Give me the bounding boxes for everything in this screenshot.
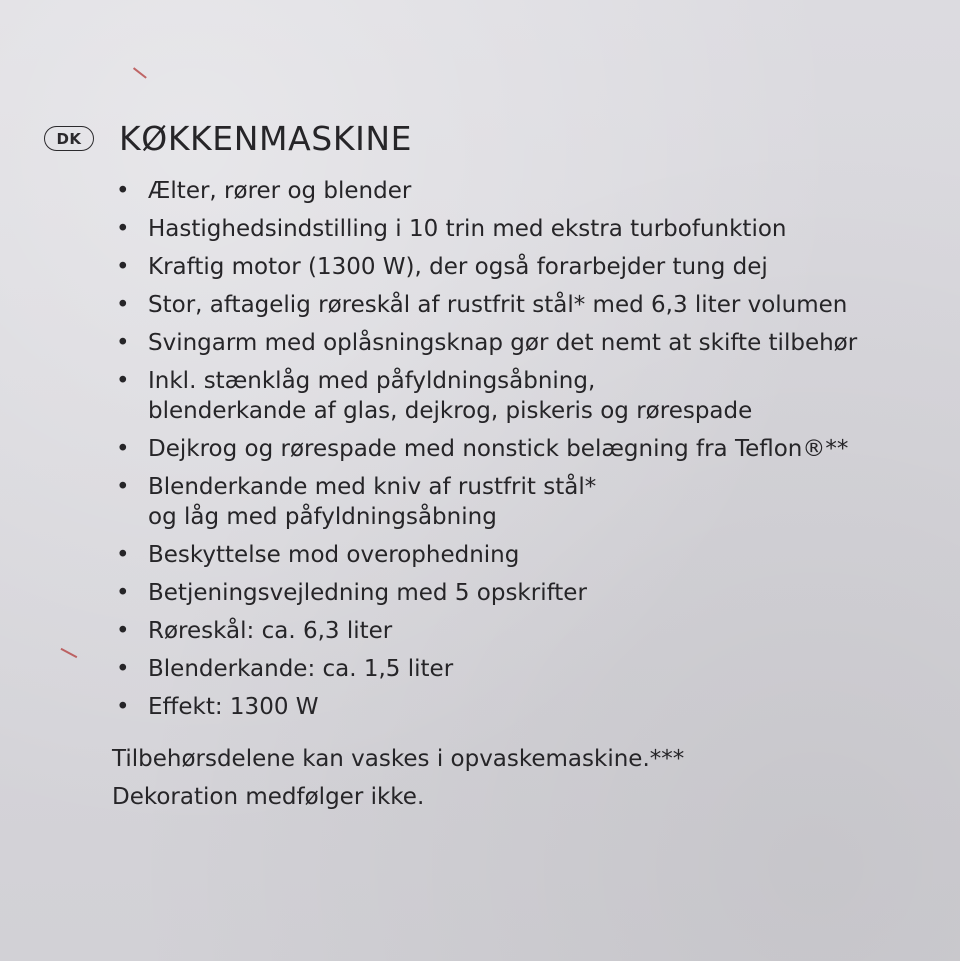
footnotes (112, 744, 684, 820)
feature-text: Kraftig motor (1300 W), der også forarbejder tung dej (148, 254, 768, 280)
product-title: KØKKENMASKINE (119, 119, 413, 158)
bullet-icon: • (116, 656, 130, 682)
feature-item (112, 434, 942, 464)
feature-text: Ælter, rører og blender (148, 178, 412, 204)
bullet-icon: • (116, 254, 130, 280)
feature-text: blenderkande af glas, dejkrog, piskeris og rørespade (148, 398, 753, 424)
feature-item (112, 616, 942, 646)
feature-text: Blenderkande med kniv af rustfrit stål* (148, 474, 597, 500)
feature-item (112, 290, 942, 320)
feature-text: Stor, aftagelig røreskål af rustfrit stål* med 6,3 liter volumen (148, 292, 848, 318)
note-text: Tilbehørsdelene kan vaskes i opvaskemaskine.*** (112, 746, 685, 772)
feature-item (112, 176, 942, 206)
red-speck-mark (133, 67, 147, 78)
red-speck-mark (61, 648, 78, 658)
bullet-icon: • (116, 292, 130, 318)
bullet-icon: • (116, 618, 130, 644)
bullet-icon: • (116, 436, 130, 462)
feature-text: Hastighedsindstilling i 10 trin med ekstra turbofunktion (148, 216, 787, 242)
feature-text: og låg med påfyldningsåbning (148, 504, 497, 530)
bullet-icon: • (116, 694, 130, 720)
feature-item (112, 252, 942, 282)
feature-item (112, 654, 942, 684)
feature-text: Svingarm med oplåsningsknap gør det nemt at skifte tilbehør (148, 330, 858, 356)
feature-item (112, 578, 942, 608)
bullet-icon: • (116, 474, 130, 500)
feature-item (112, 328, 942, 358)
feature-text: Inkl. stænklåg med påfyldningsåbning, (148, 368, 596, 394)
feature-text: Blenderkande: ca. 1,5 liter (148, 656, 454, 682)
feature-item (112, 472, 942, 532)
feature-text: Effekt: 1300 W (148, 694, 319, 720)
bullet-icon: • (116, 542, 130, 568)
note-text: Dekoration medfølger ikke. (112, 784, 425, 810)
bullet-icon: • (116, 368, 130, 394)
bullet-icon: • (116, 330, 130, 356)
feature-text: Dejkrog og rørespade med nonstick belægning fra Teflon®** (148, 436, 849, 462)
feature-item (112, 214, 942, 244)
feature-list (112, 176, 942, 730)
feature-text: Betjeningsvejledning med 5 opskrifter (148, 580, 587, 606)
bullet-icon: • (116, 178, 130, 204)
feature-text: Beskyttelse mod overophedning (148, 542, 520, 568)
bullet-icon: • (116, 580, 130, 606)
feature-text: Røreskål: ca. 6,3 liter (148, 618, 393, 644)
country-code-badge: DK (44, 126, 94, 151)
bullet-icon: • (116, 216, 130, 242)
section-header (44, 119, 413, 158)
feature-item (112, 540, 942, 570)
feature-item (112, 366, 942, 426)
feature-item (112, 692, 942, 722)
